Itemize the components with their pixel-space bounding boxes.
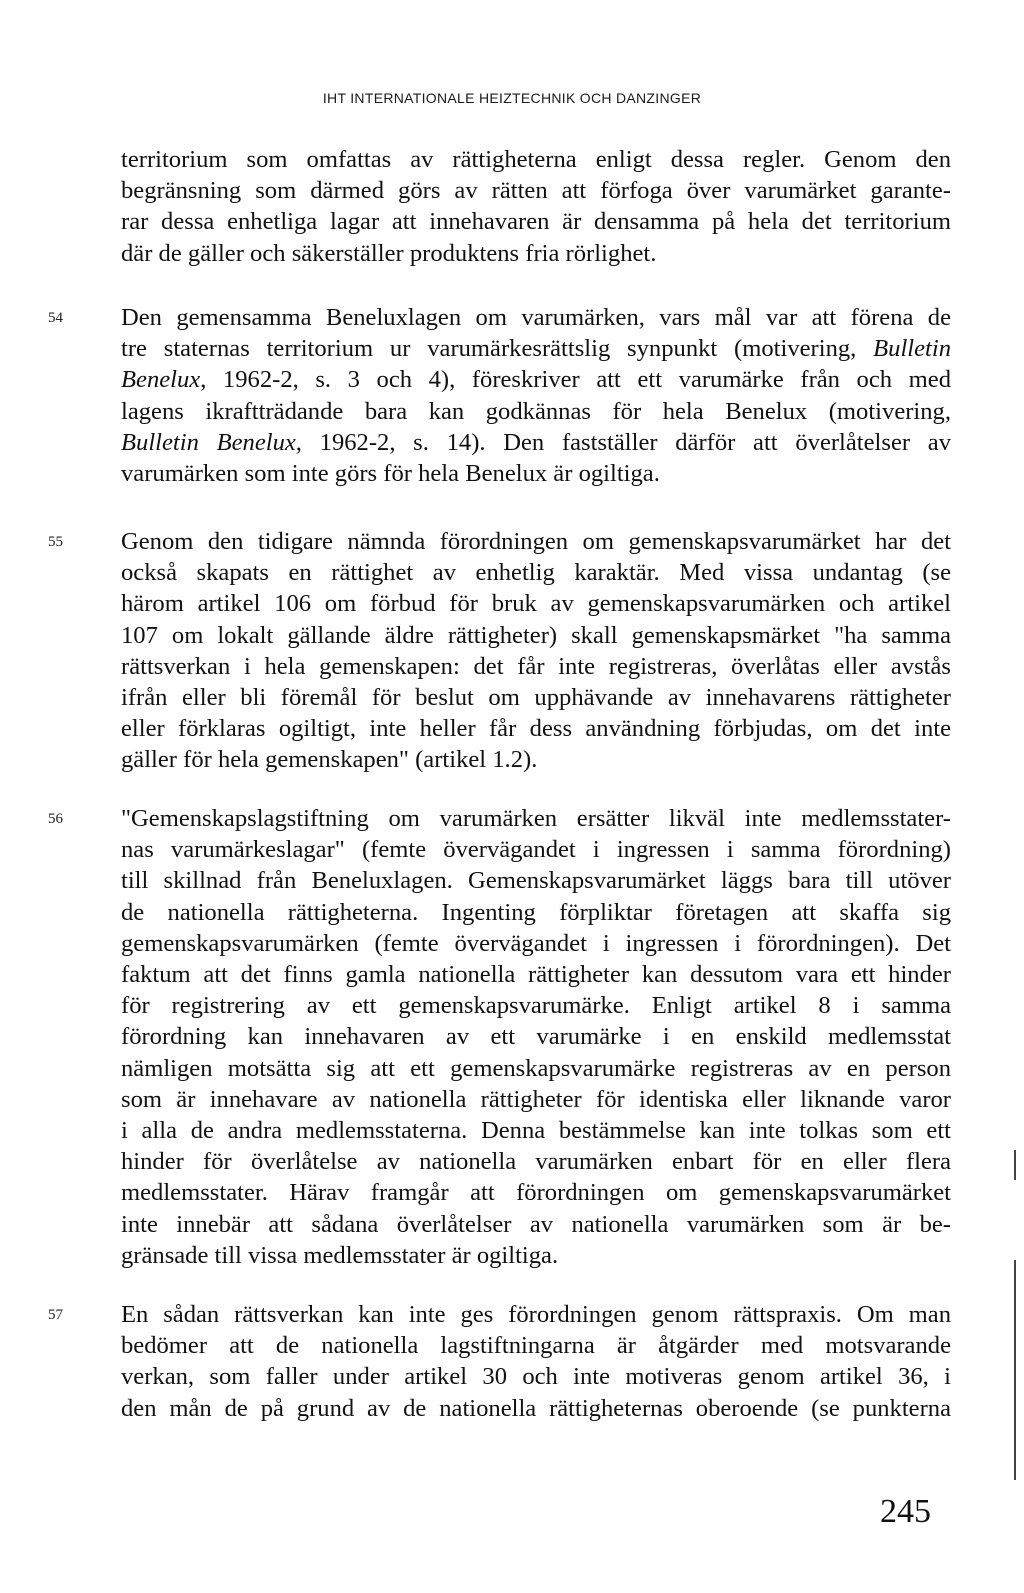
text-line: tre staternas territorium ur varumärkesrättslig synpunkt (motivering, Bulletin (121, 335, 951, 363)
paragraph-continuation (121, 144, 951, 269)
text-line: eller förklaras ogiltigt, inte heller får dess användning förbjudas, om det inte (121, 715, 951, 743)
text-line: lagens ikraftträdande bara kan godkännas för hela Benelux (motivering, (121, 397, 951, 425)
text-line: varumärken som inte görs för hela Benelux är ogiltiga. (121, 460, 660, 488)
text-line: faktum att det finns gamla nationella rättigheter kan dessutom vara ett hinder (121, 961, 951, 989)
paragraph-57 (121, 1299, 951, 1424)
paragraph-number: 56 (48, 811, 63, 827)
text-line: medlemsstater. Härav framgår att förordningen om gemenskapsvarumärket (121, 1179, 951, 1207)
text-line: gränsade till vissa medlemsstater är ogiltiga. (121, 1241, 559, 1269)
text-line: förordning kan innehavaren av ett varumärke i en enskild medlemsstat (121, 1023, 951, 1051)
text-line: hinder för överlåtelse av nationella varumärken enbart för en eller flera (121, 1148, 951, 1176)
text-line: nas varumärkeslagar" (femte övervägandet i ingressen i samma förordning) (121, 836, 951, 864)
citation-italic: Bulletin (873, 335, 951, 363)
citation-italic: Benelux (121, 366, 201, 394)
text-line: som är innehavare av nationella rättigheter för identiska eller liknande varor (121, 1085, 951, 1113)
running-header: IHT INTERNATIONALE HEIZTECHNIK OCH DANZINGER (322, 90, 702, 106)
text-line: territorium som omfattas av rättigheterna enligt dessa regler. Genom den (121, 146, 951, 173)
text-line: gemenskapsvarumärken (femte övervägandet i ingressen i förordningen). Det (121, 929, 951, 957)
paragraph-55 (121, 526, 951, 776)
text-line: En sådan rättsverkan kan inte ges förordningen genom rättspraxis. Om man (121, 1301, 951, 1328)
page-number: 245 (880, 1493, 931, 1530)
text-line: Den gemensamma Beneluxlagen om varumärken, vars mål var att förena de (121, 304, 951, 331)
text-line: de nationella rättigheterna. Ingenting förpliktar företagen att skaffa sig (121, 898, 951, 926)
text-line: verkan, som faller under artikel 30 och inte motiveras genom artikel 36, i (121, 1363, 951, 1391)
scan-edge-mark (1014, 1260, 1016, 1480)
paragraph-56 (121, 803, 951, 1271)
text-line: 107 om lokalt gällande äldre rättigheter) skall gemenskapsmärket "ha samma (121, 621, 951, 649)
text-line: nämligen motsätta sig att ett gemenskapsvarumärke registreras av en person (121, 1054, 951, 1082)
text-line: där de gäller och säkerställer produktens fria rörlighet. (121, 239, 657, 267)
text-line: rar dessa enhetliga lagar att innehavaren är densamma på hela det territorium (121, 208, 951, 236)
text-line: också skapats en rättighet av enhetlig karaktär. Med vissa undantag (se (121, 559, 951, 587)
text-line: Benelux, 1962-2, s. 3 och 4), föreskriver att ett varumärke från och med (121, 366, 951, 394)
text-line: Bulletin Benelux, 1962-2, s. 14). Den fastställer därför att överlåtelser av (121, 428, 951, 456)
text-line: härom artikel 106 om förbud för bruk av gemenskapsvarumärken och artikel (121, 590, 951, 618)
text-line: i alla de andra medlemsstaterna. Denna bestämmelse kan inte tolkas som ett (121, 1117, 951, 1145)
text-line: "Gemenskapslagstiftning om varumärken ersätter likväl inte medlemsstater- (121, 805, 951, 832)
text-line: den mån de på grund av de nationella rättigheternas oberoende (se punkterna (121, 1394, 951, 1422)
text-line: gäller för hela gemenskapen" (artikel 1.2). (121, 746, 538, 774)
paragraph-number: 55 (48, 534, 63, 550)
paragraph-54 (121, 302, 951, 489)
scan-edge-mark (1014, 1150, 1016, 1180)
text-line: ifrån eller bli föremål för beslut om upphävande av innehavarens rättigheter (121, 684, 951, 712)
text-line: till skillnad från Beneluxlagen. Gemenskapsvarumärket läggs bara till utöver (121, 867, 951, 895)
text-line: rättsverkan i hela gemenskapen: det får inte registreras, överlåtas eller avstås (121, 652, 951, 680)
text-line: Genom den tidigare nämnda förordningen om gemenskapsvarumärket har det (121, 528, 951, 555)
text-line: för registrering av ett gemenskapsvarumärke. Enligt artikel 8 i samma (121, 992, 951, 1020)
paragraph-number: 54 (48, 310, 63, 326)
text-line: inte innebär att sådana överlåtelser av nationella varumärken som är be- (121, 1210, 951, 1238)
text-line: bedömer att de nationella lagstiftningarna är åtgärder med motsvarande (121, 1332, 951, 1360)
text-line: begränsning som därmed görs av rätten att förfoga över varumärket garante- (121, 177, 951, 205)
citation-italic: Bulletin Benelux (121, 428, 296, 456)
paragraph-number: 57 (48, 1307, 63, 1323)
